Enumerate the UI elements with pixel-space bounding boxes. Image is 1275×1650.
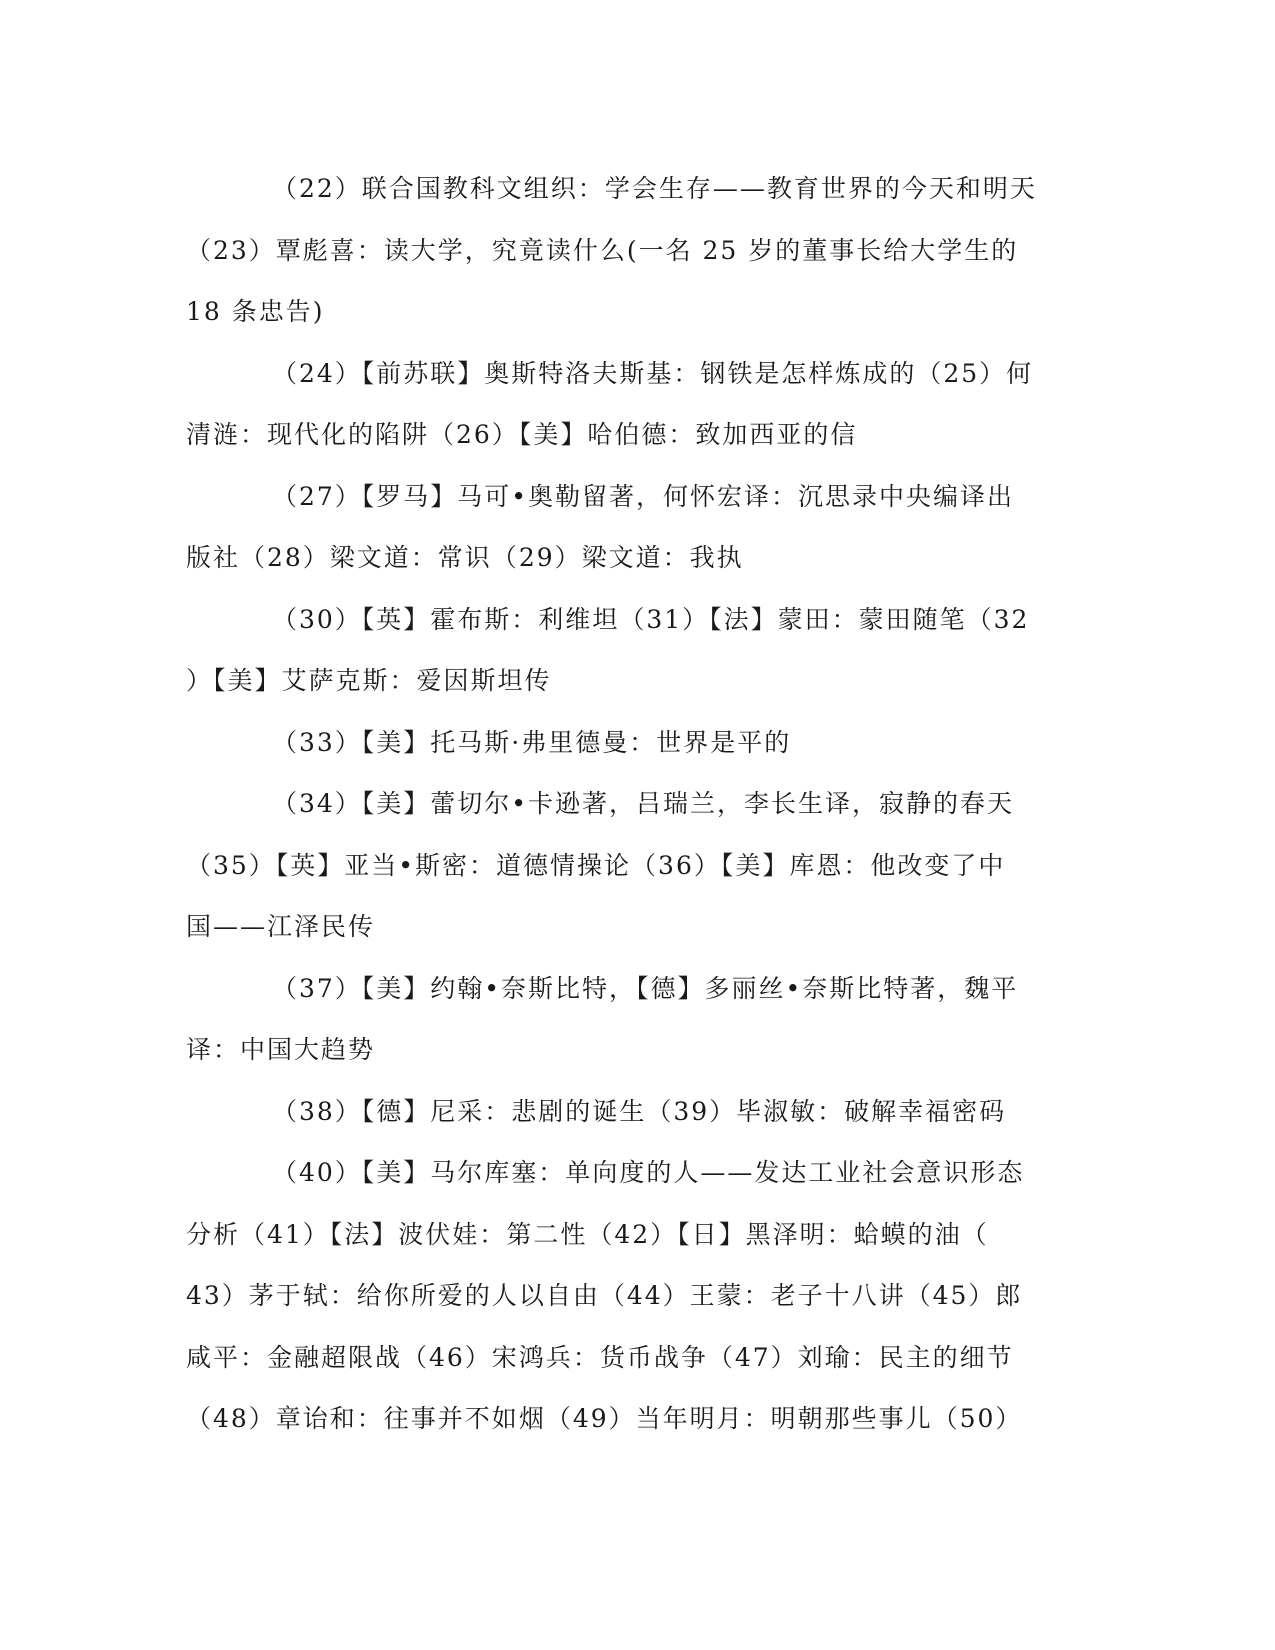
paragraph [186, 712, 1066, 774]
paragraph [186, 158, 1066, 220]
paragraph [186, 343, 1066, 466]
paragraph-line: 分析（41）【法】波伏娃：第二性（42）【日】黑泽明：蛤蟆的油（ [186, 1219, 989, 1249]
paragraph-line: （27）【罗马】马可•奥勒留著，何怀宏译：沉思录中央编译出 [272, 481, 1015, 511]
paragraph-line: 43）茅于轼：给你所爱的人以自由（44）王蒙：老子十八讲（45）郎 [186, 1281, 1023, 1310]
paragraph [186, 958, 1066, 1081]
document-body [186, 158, 1066, 1450]
paragraph [186, 773, 1066, 958]
paragraph-line: （22）联合国教科文组织：学会生存——教育世界的今天和明天 [272, 174, 1037, 203]
paragraph-line: （37）【美】约翰•奈斯比特，【德】多丽丝•奈斯比特著，魏平 [272, 973, 1019, 1003]
paragraph-line: 版社（28）梁文道：常识（29）梁文道：我执 [186, 543, 744, 572]
paragraph-line: （34）【美】蕾切尔•卡逊著，吕瑞兰，李长生译，寂静的春天 [272, 789, 1015, 818]
paragraph-line: （23）覃彪喜：读大学，究竟读什么(一名 25 岁的董事长给大学生的 [186, 235, 1019, 265]
paragraph-line: （33）【美】托马斯·弗里德曼：世界是平的 [272, 727, 792, 757]
paragraph-line: （40）【美】马尔库塞：单向度的人——发达工业社会意识形态 [272, 1158, 1025, 1187]
paragraph-line: 国——江泽民传 [186, 912, 376, 941]
paragraph [186, 1081, 1066, 1143]
paragraph [186, 1142, 1066, 1450]
paragraph-line: （30）【英】霍布斯：利维坦（31）【法】蒙田：蒙田随笔（32 [272, 604, 1030, 634]
paragraph-line: ）【美】艾萨克斯：爱因斯坦传 [186, 666, 552, 695]
paragraph [186, 220, 1066, 343]
paragraph-line: （48）章诒和：往事并不如烟（49）当年明月：明朝那些事儿（50） [186, 1404, 1023, 1433]
paragraph-line: 咸平：金融超限战（46）宋鸿兵：货币战争（47）刘瑜：民主的细节 [186, 1342, 1014, 1372]
paragraph [186, 466, 1066, 589]
paragraph-line: （38）【德】尼采：悲剧的诞生（39）毕淑敏：破解幸福密码 [272, 1096, 1007, 1126]
paragraph-line: （24）【前苏联】奥斯特洛夫斯基：钢铁是怎样炼成的（25）何 [272, 358, 1034, 388]
paragraph-line: （35）【英】亚当•斯密：道德情操论（36）【美】库恩：他改变了中 [186, 850, 1006, 880]
paragraph-line: 清涟：现代化的陷阱（26）【美】哈伯德：致加西亚的信 [186, 420, 858, 449]
paragraph-line: 18 条忠告) [186, 297, 325, 326]
paragraph-line: 译：中国大趋势 [186, 1035, 376, 1064]
paragraph [186, 589, 1066, 712]
